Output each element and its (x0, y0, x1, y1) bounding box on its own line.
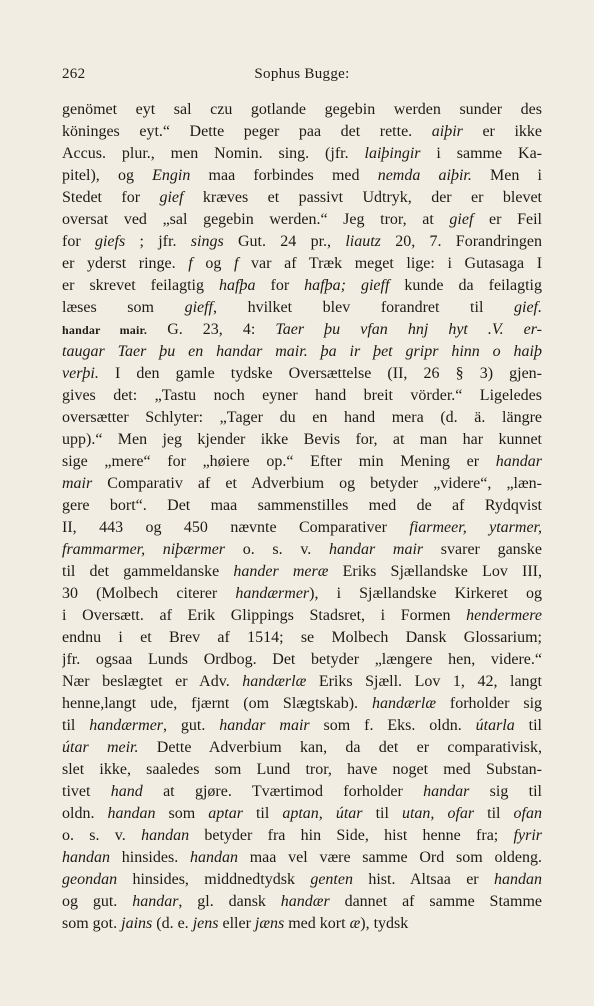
body-text (62, 99, 542, 935)
text-segment: for (255, 277, 305, 294)
text-line (62, 451, 542, 473)
text-segment: kunde da feilagtig (389, 277, 542, 294)
page-number: 262 (62, 66, 86, 82)
text-segment: genömet eyt sal czu gotlande gegebin werden sunder des (62, 101, 542, 118)
entry-headword: handar mair. (62, 323, 148, 337)
text-segment: til det gammeldanske (62, 563, 234, 580)
italic-term: jens (192, 915, 219, 932)
text-line (62, 99, 542, 121)
italic-term: hander meræ (233, 563, 329, 580)
text-segment: er yderst ringe. (62, 255, 189, 272)
text-segment: köninges eyt.“ Dette peger paa det rette. (62, 123, 432, 140)
text-line (62, 671, 542, 693)
italic-term: handærmer (89, 717, 164, 734)
italic-term: æ (349, 915, 361, 932)
italic-term: Engin (152, 167, 191, 184)
text-line (62, 561, 542, 583)
text-segment: Dette Adverbium kan, da det er comparativisk, (138, 739, 542, 756)
text-line (62, 253, 542, 275)
text-segment: pitel), og (62, 167, 153, 184)
italic-term: gieff (184, 299, 213, 316)
text-segment: maa vel være samme Ord som oldeng. (237, 849, 542, 866)
text-line (62, 759, 542, 781)
text-segment: i samme Ka- (420, 145, 542, 162)
text-segment: , gl. dansk (178, 893, 281, 910)
italic-term: hand (110, 783, 143, 800)
text-line (62, 429, 542, 451)
italic-term: handær (280, 893, 330, 910)
italic-term: handærmer (235, 585, 310, 602)
text-segment: sig til (469, 783, 542, 800)
text-segment: slet ikke, saaledes som Lund tror, have noget med Substan- (62, 761, 542, 778)
text-segment: Nær beslægtet er Adv. (62, 673, 243, 690)
italic-term: gief. (514, 299, 542, 316)
italic-term: laiþingir (364, 145, 421, 162)
text-line (62, 891, 542, 913)
italic-term: liautz (345, 233, 381, 250)
text-line (62, 187, 542, 209)
text-segment: som f. Eks. oldn. (309, 717, 476, 734)
italic-term: útarla (475, 717, 515, 734)
text-line (62, 275, 542, 297)
text-segment: tivet (62, 783, 111, 800)
text-segment: som got. (62, 915, 122, 932)
text-segment: oversætter Schlyter: „Tager du en hand mera (d. ä. längre (62, 409, 542, 426)
italic-term: f (188, 255, 193, 272)
text-segment: dannet af samme Stamme (329, 893, 542, 910)
text-line (62, 517, 542, 539)
text-segment: er skrevet feilagtig (62, 277, 220, 294)
text-line (62, 297, 542, 319)
text-segment: til (474, 805, 514, 822)
text-segment: i Oversætt. af Erik Glippings Stadsret, i Formen (62, 607, 467, 624)
text-segment: Men i (471, 167, 542, 184)
text-line (62, 209, 542, 231)
text-segment: hinsides, middnedtydsk (117, 871, 311, 888)
italic-term: handærlæ (371, 695, 436, 712)
italic-term: mair (62, 475, 93, 492)
text-segment: til (62, 717, 90, 734)
italic-term: aiþir (431, 123, 463, 140)
italic-term: aptar (208, 805, 243, 822)
text-line (62, 341, 542, 363)
text-segment: ), tydsk (360, 915, 409, 932)
text-segment: at gjøre. Tværtimod forholder (142, 783, 424, 800)
text-line (62, 121, 542, 143)
text-segment: Comparativ af et Adverbium og betyder „videre“, „læn- (92, 475, 542, 492)
text-segment: og gut. (62, 893, 133, 910)
text-segment: maa forbindes med (190, 167, 378, 184)
text-segment: henne,langt ude, fjærnt (om Slægtskab). (62, 695, 372, 712)
italic-term: aptan, útar (282, 805, 363, 822)
italic-term: handan (62, 849, 110, 866)
text-segment: med kort (284, 915, 350, 932)
italic-term: nemda aiþir. (377, 167, 472, 184)
text-segment: er ikke (462, 123, 542, 140)
italic-term: handar (423, 783, 470, 800)
text-segment: o. s. v. (225, 541, 329, 558)
text-segment: upp).“ Men jeg kjender ikke Bevis for, at man har kunnet (62, 431, 542, 448)
italic-term: gief (449, 211, 474, 228)
italic-term: handan (107, 805, 156, 822)
text-segment: som (155, 805, 209, 822)
italic-term: handan (141, 827, 190, 844)
text-line (62, 803, 542, 825)
italic-term: Taer þu vfan hnj hyt .V. er- (275, 321, 542, 338)
text-segment: hinsides. (110, 849, 190, 866)
text-segment: og (192, 255, 234, 272)
text-segment: oversat ved „sal gegebin werden.“ Jeg tror, at (62, 211, 450, 228)
text-segment: gere bort“. Det maa sammenstilles med de af Rydqvist (62, 497, 542, 514)
italic-term: hafþa; gieff (304, 277, 390, 294)
italic-term: giefs (94, 233, 126, 250)
text-segment: 30 (Molbech citerer (62, 585, 236, 602)
text-segment: 20, 7. Forandringen (380, 233, 542, 250)
text-segment: til (242, 805, 283, 822)
italic-term: útar meir. (62, 739, 139, 756)
text-line (62, 605, 542, 627)
italic-term: handan (494, 871, 542, 888)
text-line (62, 363, 542, 385)
text-segment: I den gamle tydske Oversættelse (II, 26 § 3) gjen- (98, 365, 542, 382)
italic-term: handar (495, 453, 542, 470)
text-line (62, 407, 542, 429)
text-line (62, 583, 542, 605)
text-segment: til (362, 805, 402, 822)
text-line (62, 385, 542, 407)
text-segment: , gut. (163, 717, 220, 734)
text-segment: kræves et passivt Udtryk, der er blevet (183, 189, 542, 206)
text-line (62, 693, 542, 715)
italic-term: handar mair (328, 541, 424, 558)
italic-term: taugar Taer þu en handar mair. þa ir þet gripr hinn o haiþ (62, 343, 542, 360)
text-line (62, 231, 542, 253)
text-segment: til (514, 717, 542, 734)
italic-term: fiarmeer, ytarmer, (409, 519, 542, 536)
text-line (62, 627, 542, 649)
text-line (62, 143, 542, 165)
text-segment: , hvilket blev forandret til (213, 299, 514, 316)
text-line (62, 539, 542, 561)
text-segment: (d. e. (152, 915, 193, 932)
text-segment: ; jfr. (125, 233, 191, 250)
italic-term: handar mair (219, 717, 310, 734)
italic-term: handan (189, 849, 238, 866)
text-segment: for (62, 233, 95, 250)
running-head: Sophus Bugge: (254, 66, 350, 82)
italic-term: genten (310, 871, 353, 888)
italic-term: frammarmer, niþærmer (62, 541, 226, 558)
text-line (62, 495, 542, 517)
italic-term: gief (159, 189, 184, 206)
page-header (62, 66, 542, 90)
italic-term: handærlæ (242, 673, 307, 690)
text-line (62, 715, 542, 737)
italic-term: verþi. (62, 365, 99, 382)
text-segment: endnu i et Brev af 1514; se Molbech Dansk Glossarium; (62, 629, 542, 646)
italic-term: ofan (513, 805, 542, 822)
italic-term: hafþa (219, 277, 256, 294)
text-line (62, 319, 542, 341)
text-segment: Stedet for (62, 189, 160, 206)
text-segment: o. s. v. (62, 827, 142, 844)
text-segment: Eriks Sjællandske Lov III, (328, 563, 542, 580)
text-segment: Accus. plur., men Nomin. sing. (jfr. (62, 145, 365, 162)
italic-term: sings (190, 233, 224, 250)
text-segment: læses som (62, 299, 185, 316)
text-segment: sige „mere“ for „høiere op.“ Efter min Mening er (62, 453, 496, 470)
text-segment: II, 443 og 450 nævnte Comparativer (62, 519, 410, 536)
text-segment: gives det: „Tastu noch eyner hand breit vörder.“ Ligeledes (62, 387, 542, 404)
text-line (62, 781, 542, 803)
text-segment: ), i Sjællandske Kirkeret og (309, 585, 542, 602)
text-line (62, 649, 542, 671)
italic-term: fyrir (513, 827, 542, 844)
text-line (62, 473, 542, 495)
text-line (62, 913, 542, 935)
text-segment: svarer ganske (423, 541, 542, 558)
text-segment: eller (218, 915, 255, 932)
text-segment: var af Træk meget lige: i Gutasaga I (238, 255, 542, 272)
text-segment: forholder sig (435, 695, 542, 712)
text-segment: oldn. (62, 805, 108, 822)
text-line (62, 165, 542, 187)
italic-term: geondan (62, 871, 118, 888)
text-segment: jfr. ogsaa Lunds Ordbog. Det betyder „længere hen, videre.“ (62, 651, 542, 668)
text-line (62, 825, 542, 847)
italic-term: jains (121, 915, 153, 932)
text-segment: G. 23, 4: (147, 321, 276, 338)
italic-term: utan, ofar (401, 805, 475, 822)
text-line (62, 737, 542, 759)
text-segment: betyder fra hin Side, hist henne fra; (189, 827, 514, 844)
italic-term: handar (132, 893, 179, 910)
text-segment: Gut. 24 pr., (223, 233, 346, 250)
text-line (62, 869, 542, 891)
italic-term: jæns (254, 915, 285, 932)
text-line (62, 847, 542, 869)
italic-term: hendermere (466, 607, 542, 624)
italic-term: f (233, 255, 239, 272)
text-segment: Eriks Sjæll. Lov 1, 42, langt (306, 673, 542, 690)
text-segment: hist. Altsaa er (352, 871, 494, 888)
text-segment: er Feil (473, 211, 542, 228)
